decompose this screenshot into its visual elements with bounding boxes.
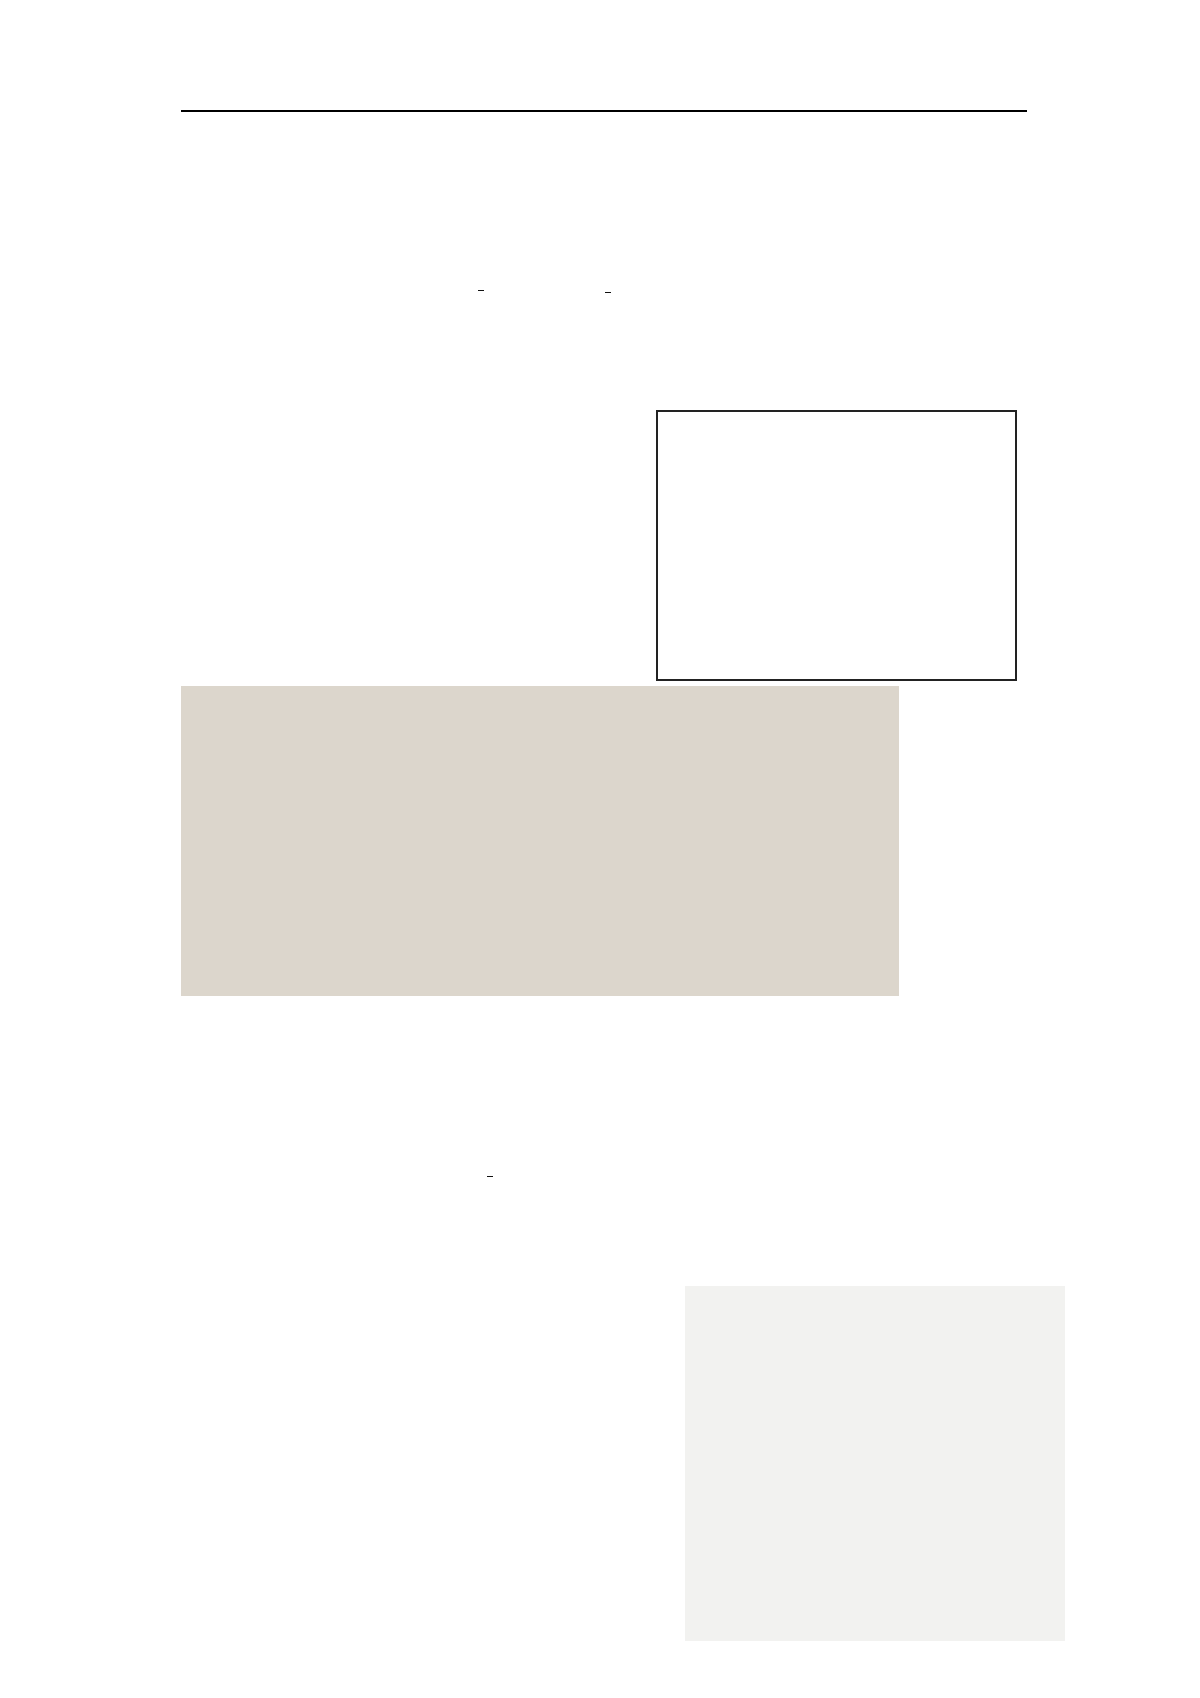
q16-fraction-2: [605, 292, 611, 293]
q16-frac1-numerator: [478, 290, 484, 291]
q16-frac2-numerator: [605, 292, 611, 293]
statistics-figure: [181, 686, 899, 996]
survey-box: [656, 410, 1017, 681]
q16-fraction-1: [478, 290, 484, 291]
statistics-svg: [181, 686, 899, 996]
q18-frac-numerator: [487, 1176, 493, 1177]
header-rule: [181, 110, 1027, 112]
grid-svg: [685, 1286, 1065, 1641]
q18-fraction: [487, 1176, 493, 1177]
grid-figure: [685, 1286, 1065, 1641]
